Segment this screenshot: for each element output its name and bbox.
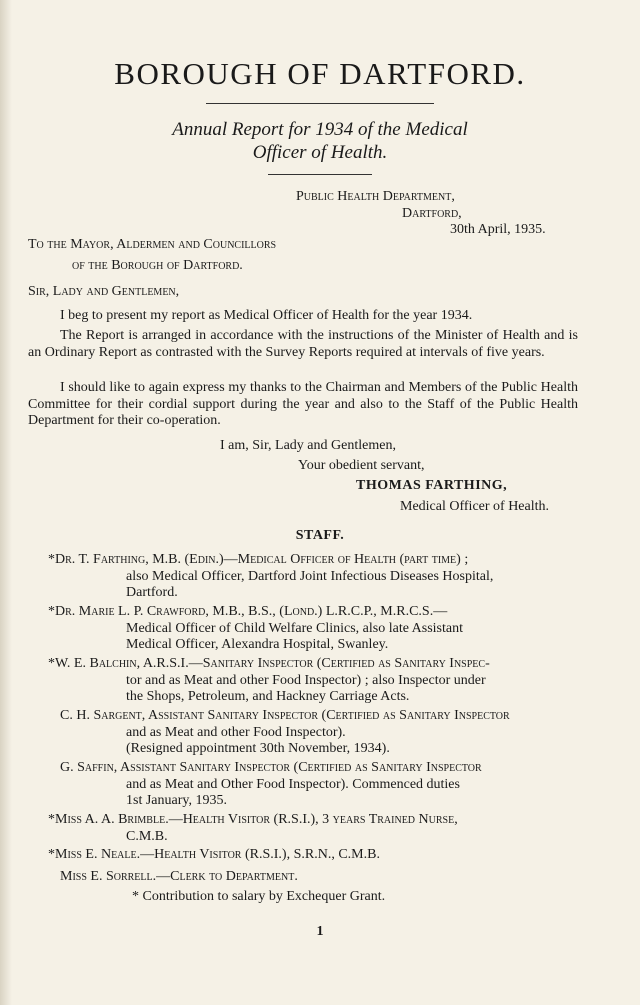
staff-entry bbox=[60, 760, 578, 810]
address-line-2: Dartford, bbox=[402, 205, 462, 221]
recipient bbox=[28, 237, 276, 274]
paragraph-3: I should like to again express my thanks to the Chairman and Members of the Public Health Committee for their cordial support during the year and also to the Staff of the Public Health Department for their co-operation. bbox=[28, 380, 578, 428]
staff-entry-line: C.M.B. bbox=[126, 828, 168, 844]
staff-entry-first-line: *Dr. Marie L. P. Crawford, M.B., B.S., (Lond.) L.R.C.P., M.R.C.S.— bbox=[48, 604, 448, 619]
staff-entry-first-line: *Miss A. A. Brimble.—Health Visitor (R.S.I.), 3 years Trained Nurse, bbox=[48, 812, 458, 827]
salutation: Sir, Lady and Gentlemen, bbox=[28, 284, 180, 299]
title-rule bbox=[206, 103, 434, 104]
staff-entry-line: Medical Officer, Alexandra Hospital, Swanley. bbox=[126, 637, 389, 652]
staff-entry-first-line: *Dr. T. Farthing, M.B. (Edin.)—Medical Officer of Health (part time) ; bbox=[48, 552, 469, 567]
document-title: BOROUGH OF DARTFORD. bbox=[114, 56, 526, 91]
subtitle-line-1: Annual Report for 1934 of the Medical bbox=[172, 119, 468, 140]
staff-entry-line: and as Meat and Other Food Inspector). Commenced duties bbox=[126, 776, 460, 792]
staff-entry bbox=[48, 656, 578, 706]
paragraph-2: The Report is arranged in accordance with the instructions of the Minister of Health and is an Ordinary Report as contrasted with the Survey Reports required at intervals of five years. bbox=[28, 328, 578, 360]
recipient-line-1: To the Mayor, Aldermen and Councillors bbox=[28, 237, 277, 252]
staff-entry-line: (Resigned appointment 30th November, 1934). bbox=[126, 741, 390, 756]
paragraph-1: I beg to present my report as Medical Officer of Health for the year 1934. bbox=[60, 308, 473, 323]
staff-entry-first-line: C. H. Sargent, Assistant Sanitary Inspector (Certified as Sanitary Inspector bbox=[60, 708, 510, 723]
staff-entry-first-line: Miss E. Sorrell.—Clerk to Department. bbox=[60, 869, 298, 884]
signatory-name: THOMAS FARTHING, bbox=[356, 478, 508, 493]
staff-entry-line: Medical Officer of Child Welfare Clinics, also late Assistant bbox=[126, 620, 463, 636]
closing-line-1: I am, Sir, Lady and Gentlemen, bbox=[220, 438, 396, 453]
staff-entry bbox=[48, 847, 578, 864]
staff-entry bbox=[60, 869, 578, 886]
subtitle-rule bbox=[268, 174, 372, 175]
staff-entry-line: also Medical Officer, Dartford Joint Infectious Diseases Hospital, bbox=[126, 568, 494, 584]
signatory-title: Medical Officer of Health. bbox=[400, 499, 550, 514]
staff-entry bbox=[48, 552, 578, 602]
address-date: 30th April, 1935. bbox=[450, 222, 546, 237]
staff-footnote: * Contribution to salary by Exchequer Grant. bbox=[132, 889, 386, 904]
staff-entry bbox=[48, 812, 578, 845]
staff-entry-line: 1st January, 1935. bbox=[126, 793, 227, 808]
closing-line-2: Your obedient servant, bbox=[298, 458, 425, 473]
staff-entry-line: the Shops, Petroleum, and Hackney Carriage Acts. bbox=[126, 689, 410, 704]
staff-heading: STAFF. bbox=[295, 528, 345, 543]
recipient-line-2: of the Borough of Dartford. bbox=[72, 257, 243, 273]
page-number: 1 bbox=[316, 924, 324, 939]
staff-entry bbox=[48, 604, 578, 654]
staff-entry-first-line: *W. E. Balchin, A.R.S.I.—Sanitary Inspector (Certified as Sanitary Inspec- bbox=[48, 656, 490, 671]
report-subtitle bbox=[0, 118, 640, 164]
sender-address bbox=[296, 189, 546, 239]
staff-entry-line: tor and as Meat and other Food Inspector) ; also Inspector under bbox=[126, 672, 486, 688]
staff-entry-first-line: *Miss E. Neale.—Health Visitor (R.S.I.), S.R.N., C.M.B. bbox=[48, 847, 380, 862]
staff-entry bbox=[60, 708, 578, 758]
staff-entry-first-line: G. Saffin, Assistant Sanitary Inspector (Certified as Sanitary Inspector bbox=[60, 760, 482, 775]
subtitle-line-2: Officer of Health. bbox=[252, 142, 388, 163]
address-line-1: Public Health Department, bbox=[296, 189, 455, 204]
staff-entry-line: Dartford. bbox=[126, 585, 178, 600]
staff-entry-line: and as Meat and other Food Inspector). bbox=[126, 724, 346, 740]
